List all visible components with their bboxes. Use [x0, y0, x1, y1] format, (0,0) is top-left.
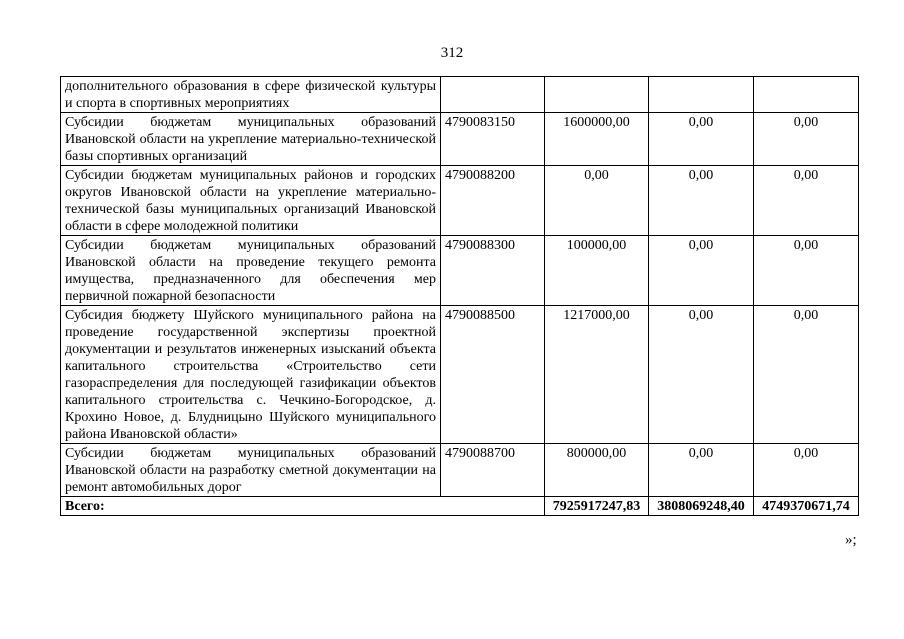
row-value-2: 0,00 [649, 236, 754, 306]
budget-table [60, 76, 859, 516]
row-value-1: 0,00 [545, 166, 649, 236]
row-description: Субсидии бюджетам муниципальных образований Ивановской области на проведение текущего ремонта имущества, предназначенного для обеспечения мер первичной пожарной безопасности [61, 236, 441, 306]
page-number: 312 [440, 45, 464, 61]
row-code: 4790088300 [441, 236, 545, 306]
row-code: 4790083150 [441, 113, 545, 166]
table-row [61, 77, 859, 113]
row-value-2: 0,00 [649, 444, 754, 497]
table-row [61, 236, 859, 306]
row-value-3 [754, 77, 859, 113]
table-row [61, 306, 859, 444]
total-value-3: 4749370671,74 [754, 497, 859, 516]
row-description: дополнительного образования в сфере физической культуры и спорта в спортивных мероприятиях [61, 77, 441, 113]
row-value-2: 0,00 [649, 113, 754, 166]
closing-quote-mark: »; [845, 532, 857, 548]
row-description: Субсидии бюджетам муниципальных образований Ивановской области на разработку сметной документации на ремонт автомобильных дорог [61, 444, 441, 497]
row-value-3: 0,00 [754, 166, 859, 236]
row-description: Субсидии бюджетам муниципальных районов и городских округов Ивановской области на укрепление материально-технической базы муниципальных организаций Ивановской области в сфере молодежной политики [61, 166, 441, 236]
row-value-1: 800000,00 [545, 444, 649, 497]
total-label: Всего: [61, 497, 545, 516]
total-value-2: 3808069248,40 [649, 497, 754, 516]
row-value-3: 0,00 [754, 113, 859, 166]
row-value-3: 0,00 [754, 444, 859, 497]
row-value-1 [545, 77, 649, 113]
table-row [61, 444, 859, 497]
row-code: 4790088200 [441, 166, 545, 236]
row-value-2: 0,00 [649, 306, 754, 444]
row-value-1: 100000,00 [545, 236, 649, 306]
row-value-1: 1600000,00 [545, 113, 649, 166]
total-row [61, 497, 859, 516]
total-value-1: 7925917247,83 [545, 497, 649, 516]
row-code: 4790088700 [441, 444, 545, 497]
row-description: Субсидии бюджетам муниципальных образований Ивановской области на укрепление материально-технической базы спортивных организаций [61, 113, 441, 166]
row-value-3: 0,00 [754, 236, 859, 306]
row-value-3: 0,00 [754, 306, 859, 444]
row-value-2: 0,00 [649, 166, 754, 236]
row-description: Субсидия бюджету Шуйского муниципального района на проведение государственной экспертизы проектной документации и результатов инженерных изысканий объекта капитального строительства «Строительство сети газораспределения для последующей газификации объектов капитального строительства с. Чечкино-Богородское, д. Крохино Новое, д. Блудницыно Шуйского муниципального района Ивановской области» [61, 306, 441, 444]
row-code: 4790088500 [441, 306, 545, 444]
row-code [441, 77, 545, 113]
table-row [61, 113, 859, 166]
row-value-2 [649, 77, 754, 113]
row-value-1: 1217000,00 [545, 306, 649, 444]
table-row [61, 166, 859, 236]
